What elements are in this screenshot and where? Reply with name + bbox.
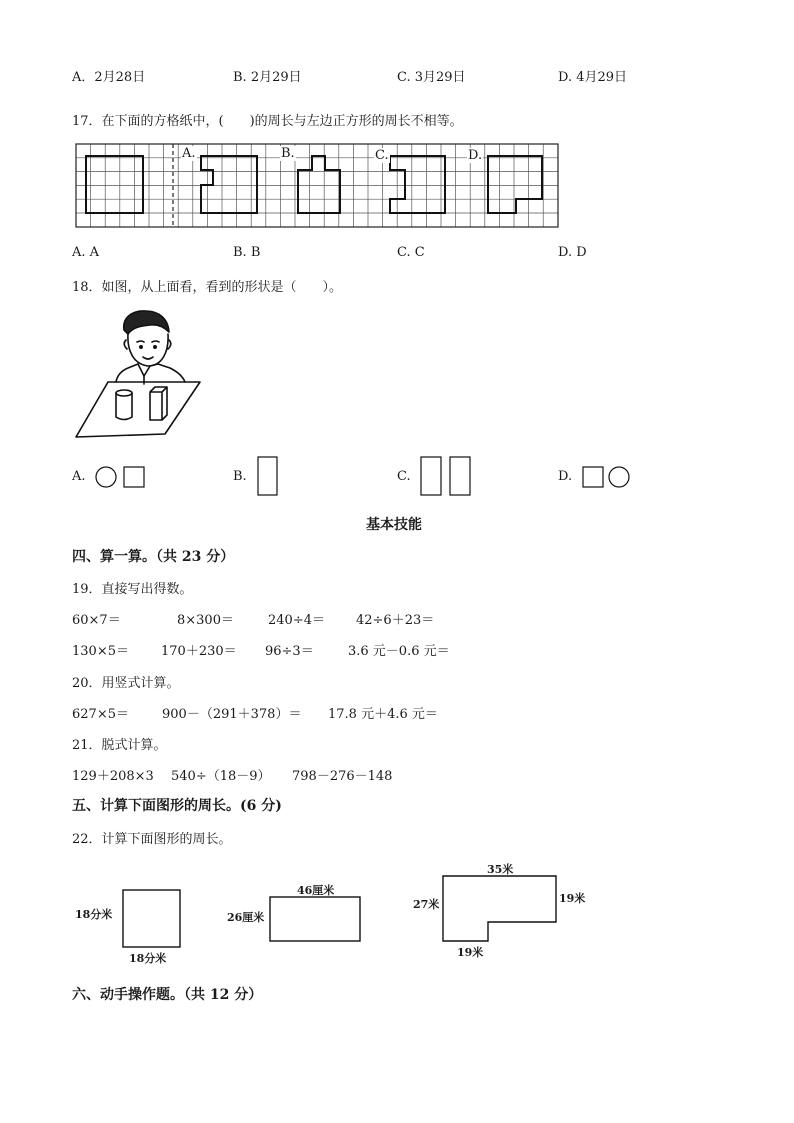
q17-stem: 17．在下面的方格纸中，( )的周长与左边正方形的周长不相等。 bbox=[72, 114, 463, 129]
grid-label-b: B. bbox=[281, 146, 295, 161]
q18-option-b[interactable]: B. bbox=[233, 469, 247, 484]
q16-option-c[interactable]: C. 3月29日 bbox=[397, 70, 466, 85]
q19-item-8: 3.6 元－0.6 元＝ bbox=[348, 644, 450, 659]
q18-option-c[interactable]: C. bbox=[397, 469, 411, 484]
lshape-right-label: 19米 bbox=[559, 892, 586, 905]
square-left-label: 18分米 bbox=[75, 908, 113, 921]
q21-item-1: 129＋208×3 bbox=[72, 769, 154, 784]
lshape-bottom-label: 19米 bbox=[457, 946, 484, 959]
q19-item-2: 8×300＝ bbox=[177, 613, 234, 628]
rectangle-top-label: 46厘米 bbox=[297, 884, 335, 897]
section-title-basic-skills: 基本技能 bbox=[366, 517, 422, 533]
q22-l-shape bbox=[443, 876, 556, 941]
q22-square bbox=[123, 890, 180, 947]
section5-heading: 五、计算下面图形的周长。(6 分) bbox=[72, 798, 282, 814]
square-bottom-label: 18分米 bbox=[129, 952, 167, 965]
q21-item-2: 540÷（18－9） bbox=[171, 769, 271, 784]
q17-option-c[interactable]: C. C bbox=[397, 245, 425, 260]
q19-item-1: 60×7＝ bbox=[72, 613, 121, 628]
lshape-top-label: 35米 bbox=[487, 863, 514, 876]
rectangle-left-label: 26厘米 bbox=[227, 911, 265, 924]
q16-option-b[interactable]: B. 2月29日 bbox=[233, 70, 302, 85]
q16-option-d[interactable]: D. 4月29日 bbox=[558, 70, 628, 85]
grid-label-d: D. bbox=[468, 148, 483, 163]
q19-item-5: 130×5＝ bbox=[72, 644, 129, 659]
q22-stem: 22．计算下面图形的周长。 bbox=[72, 832, 232, 847]
q19-item-4: 42÷6＋23＝ bbox=[356, 613, 435, 628]
q18-option-a[interactable]: A. bbox=[72, 469, 86, 484]
q16-option-a[interactable]: A．2月28日 bbox=[72, 70, 146, 85]
q20-item-1: 627×5＝ bbox=[72, 707, 129, 722]
q18-stem: 18．如图，从上面看，看到的形状是（ ）。 bbox=[72, 280, 343, 295]
q21-item-3: 798－276－148 bbox=[292, 769, 393, 784]
q19-item-6: 170＋230＝ bbox=[161, 644, 237, 659]
grid-label-c: C. bbox=[375, 148, 389, 163]
q20-stem: 20．用竖式计算。 bbox=[72, 676, 180, 691]
section4-heading: 四、算一算。（共 23 分） bbox=[72, 549, 235, 565]
q20-item-2: 900－（291＋378）＝ bbox=[162, 707, 302, 722]
q18-option-d[interactable]: D. bbox=[558, 469, 573, 484]
q19-stem: 19．直接写出得数。 bbox=[72, 582, 193, 597]
q19-item-3: 240÷4＝ bbox=[268, 613, 325, 628]
q22-rectangle bbox=[270, 897, 360, 941]
section6-heading: 六、动手操作题。（共 12 分） bbox=[72, 987, 263, 1003]
q20-item-3: 17.8 元＋4.6 元＝ bbox=[328, 707, 438, 722]
q17-option-a[interactable]: A. A bbox=[72, 245, 100, 260]
q17-option-b[interactable]: B. B bbox=[233, 245, 261, 260]
grid-label-a: A. bbox=[182, 146, 196, 161]
q17-option-d[interactable]: D. D bbox=[558, 245, 587, 260]
lshape-left-label: 27米 bbox=[413, 898, 440, 911]
q19-item-7: 96÷3＝ bbox=[265, 644, 314, 659]
q21-stem: 21．脱式计算。 bbox=[72, 738, 167, 753]
